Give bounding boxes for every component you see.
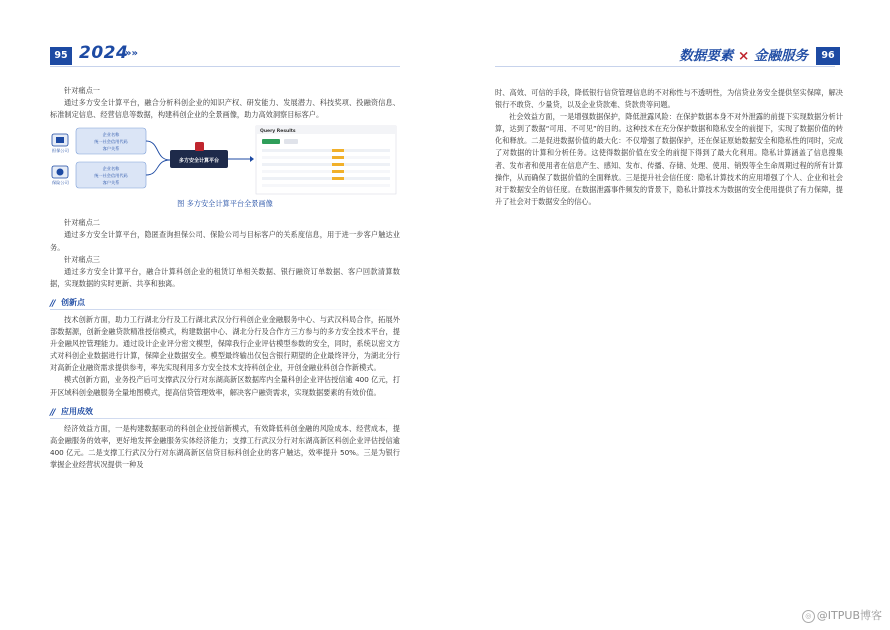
section-marker-icon: //: [50, 407, 55, 418]
platform-label: 多方安全计算平台: [178, 158, 220, 165]
pain-point-1-text: 通过多方安全计算平台，融合分析科创企业的知识产权、研发能力、发展潜力、科技奖项、投融资信息、标准制定信息、经营信息等数据，构建科创企业的全景画像，助力高效洞察目标客户。: [50, 98, 400, 120]
chevron-icon: »»: [125, 48, 138, 59]
right-header: [450, 47, 840, 65]
guarantee-company-icon: [52, 134, 68, 146]
social-benefit-text: 社会效益方面，一是增强数据保护，降低泄露风险：在保护数据本身不对外泄露的前提下实现数据分析计算，达到了数据“可用、不可见”的目的。这种技术在充分保护数据和隐私安全的前提下，实现了数据价值的转化和释放。二是促进数据价值的最大化：不仅增强了数据保护，还在保证原始数据安全和隐私性的同时，完成了对数据的计算和分析任务。这使得数据价值在安全的前提下得到了最大化利用。隐私计算涵盖了信息搜集者、发布者和使用者在信息产生、感知、发布、传播、存储、处理、使用、销毁等全生命周期过程的所有计算操作，从而确保了数据价值的全面释放。三是提升社会信任度：隐私计算技术的应用增强了个人、企业和社会对于数据安全的信任度。在数据泄露事件频发的背景下，隐私计算技术为数据的安全使用提供了有力保障，提升了社会对于数据安全的信心。: [495, 112, 843, 206]
platform-figure: [50, 124, 400, 196]
left-label-2: 保险公司: [52, 180, 69, 186]
section-marker-icon: //: [50, 298, 55, 309]
year-label: 2024: [79, 43, 129, 63]
innovation-tech-text: 技术创新方面，助力工行湖北分行及工行湖北武汉分行科创企业金融服务中心、与武汉科局合作，拓展外部数据源，创新金融贷款精准授信模式，构建数据中心、湖北分行及合作方三方参与的多方安全技术平台，提升金融风控管理能力。通过设计企业评分密文模型，保障我行企业评估模型参数的安全，同时，系统以密文方式对科创企业数据进行计算，保障企业数据安全。模型最终输出仅包含银行期望的企业最终评分，为湖北分行对高新企业融资需求提供参考，率先实现利用多方安全技术支持科创企业，开创金融业科创合作新模式。: [50, 314, 400, 373]
platform-diagram: [50, 124, 400, 196]
section-innovation-title: 创新点: [61, 297, 85, 307]
pain-point-3-text: 通过多方安全计算平台，融合计算科创企业的租赁订单相关数据、银行融资订单数据、客户回款清算数据，实现数据的实时更新、共享和独离。: [50, 266, 400, 288]
right-header-divider: [495, 66, 835, 67]
section-effects-title: 应用成效: [61, 406, 93, 416]
flow-line-2: [146, 160, 170, 175]
pain-point-1-title: 针对痛点一: [64, 86, 100, 95]
pain-point-2-text: 通过多方安全计算平台，隐匿查询担保公司、保险公司与目标客户的关系度信息，用于进一步客户触达业务。: [50, 230, 400, 252]
brand-left: 数据要素: [679, 48, 734, 64]
left-header: [50, 43, 440, 65]
box1-line2: 统一社会信用代码: [94, 139, 128, 145]
brand-title: [679, 44, 808, 64]
right-column: [495, 87, 843, 208]
left-label-1: 担保公司: [52, 148, 69, 154]
pain-point-2-title: 针对痛点二: [64, 218, 100, 228]
effects-economic-text: 经济效益方面，一是构建数据驱动的科创企业授信新模式，有效降低科创金融的风险成本、经营成本，提高金融服务的效率，更好地发挥金融服务实体经济能力；支撑工行武汉分行对东湖高新区科创企业评估授信逾 400 亿元。二是支撑工行武汉分行对东湖高新区信贷目标科创企业的客户触达，效率提升 50%。三是为银行掌握企业经营状况提供一种及: [50, 423, 400, 469]
innovation-model-text: 模式创新方面，业务投产后可支撑武汉分行对东湖高新区数据库内全量科创企业评估授信逾 400 亿元，打开区域科创金融服务全量地图模式，提高信贷管理效率，解决客户融资需求，实现数据要素的有效价值。: [50, 375, 400, 397]
section-divider: [50, 418, 400, 419]
box2-line3: 客户关系: [102, 180, 120, 186]
platform-logo-icon: [195, 142, 204, 151]
section-effects: [50, 405, 400, 419]
box2-line1: 企业名称: [102, 166, 120, 172]
box1-line1: 企业名称: [102, 132, 120, 138]
screen-title: Query Results: [260, 129, 296, 135]
watermark: [802, 607, 882, 623]
left-header-divider: [50, 66, 400, 67]
insurance-company-icon: [52, 166, 68, 178]
flow-line-1: [146, 141, 170, 160]
economic-continued-text: 时、高效、可信的手段，降低银行信贷管理信息的不对称性与不透明性，为信贷业务安全提供坚实保障，解决银行不敢贷、少量贷，以及企业贷款难、贷款贵等问题。: [495, 88, 843, 110]
arrow-icon: [250, 156, 254, 162]
brand-right: 金融服务: [754, 48, 808, 64]
left-page-number: 95: [50, 47, 72, 65]
section-innovation: [50, 296, 400, 310]
right-page: [445, 0, 890, 630]
section-divider: [50, 309, 400, 310]
figure-caption: 图 多方安全计算平台全景画像: [177, 199, 273, 209]
watermark-logo-icon: ◎: [802, 610, 815, 623]
data-box-1: [76, 128, 146, 154]
right-page-number: 96: [816, 47, 840, 65]
box2-line2: 统一社会信用代码: [94, 173, 128, 179]
box1-line3: 客户关系: [102, 146, 120, 152]
pain-point-3-title: 针对痛点三: [64, 254, 100, 264]
platform-node: [170, 142, 228, 168]
watermark-text: @ITPUB博客: [816, 609, 882, 622]
left-column: [50, 85, 400, 471]
brand-x: ×: [737, 48, 750, 64]
query-results-screen: [256, 126, 396, 194]
data-box-2: [76, 162, 146, 188]
